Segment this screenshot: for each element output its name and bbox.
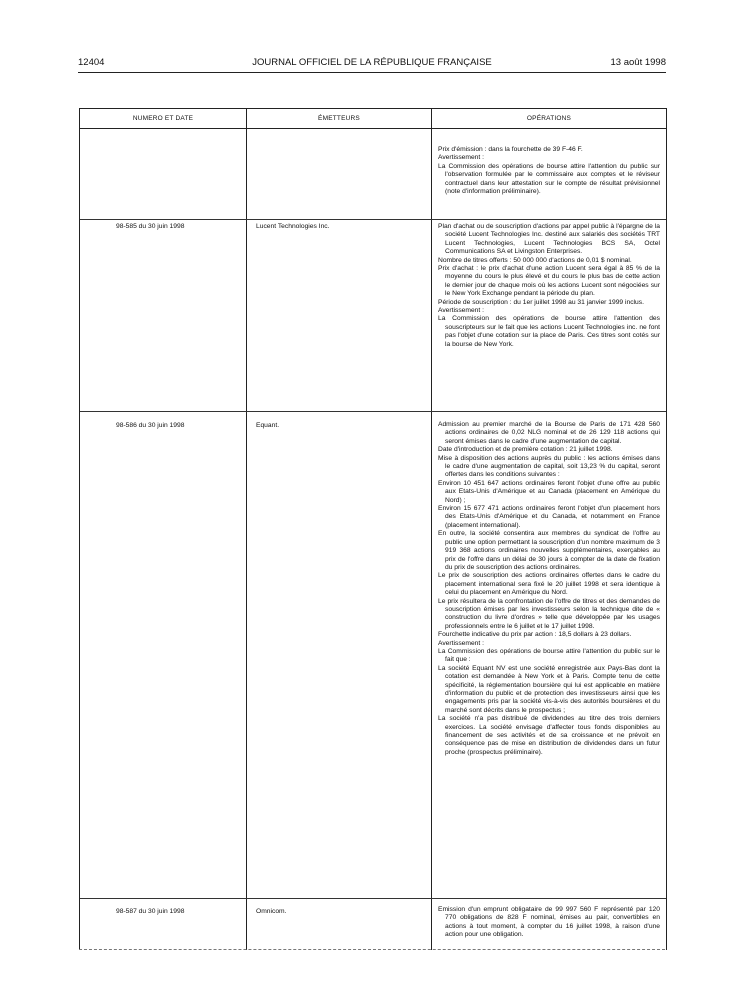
paragraph: Le prix résultera de la confrontation de l'offre de titres et des demandes de souscription émises par les investisseurs selon la technique dite de « construction du livre d'ordres » telle que développée par les usages professionnels entre le 6 juillet et le 17 juillet 1998. <box>438 597 660 630</box>
operations-table <box>79 108 667 950</box>
decision-number-date: 98-585 du 30 juin 1998 <box>116 223 185 230</box>
page-header <box>78 57 666 71</box>
row-separator <box>80 898 666 899</box>
journal-title: JOURNAL OFFICIEL DE LA RÉPUBLIQUE FRANÇAISE <box>252 57 492 68</box>
issuer-name: Lucent Technologies Inc. <box>256 223 330 230</box>
issue-date: 13 août 1998 <box>610 57 666 68</box>
paragraph: Environ 10 451 647 actions ordinaires feront l'objet d'une offre au public aux Etats-Unis d'Amérique et au Canada (placement en Amérique du Nord) ; <box>438 479 660 504</box>
paragraph: Mise à disposition des actions auprès du public : les actions émises dans le cadre d'une augmentation de capital, soit 13,23 % du capital, seront offertes dans les conditions suivantes : <box>438 454 660 479</box>
issuer-name: Omnicom. <box>256 908 287 915</box>
row-separator <box>80 411 666 412</box>
operations-cell <box>438 906 660 940</box>
paragraph: Prix d'achat : le prix d'achat d'une action Lucent sera égal à 85 % de la moyenne du cours le plus élevé et du cours le plus bas de cette action le dernier jour de chaque mois où les actions Lucent sont négociées sur le New York Exchange pendant la période du plan. <box>438 265 660 298</box>
paragraph: Date d'introduction et de première cotation : 21 juillet 1998. <box>438 446 613 454</box>
paragraph: La société Equant NV est une société enregistrée aux Pays-Bas dont la cotation est demandée à New York et à Paris. Compte tenu de cette spécificité, la réglementation boursière qui lui est applicable en matière d'information du public et de protection des investisseurs ainsi que les engagements pris par la société vis-à-vis des autorités boursières et du marché sont décrits dans le prospectus ; <box>438 664 660 714</box>
operations-cell <box>438 421 660 757</box>
paragraph: La Commission des opérations de bourse attire l'attention du public sur le fait que : <box>438 647 660 664</box>
paragraph: La société n'a pas distribué de dividendes au titre des trois derniers exercices. La société envisage d'affecter tous fonds disponibles au financement de ses activités et de sa croissance et ne prévoit en conséquence pas de mise en distribution de dividendes dans un futur proche (prospectus préliminaire). <box>438 715 660 756</box>
paragraph: Avertissement : <box>438 639 484 647</box>
column-header-operations: OPÉRATIONS <box>526 115 572 122</box>
header-rule <box>78 72 666 73</box>
decision-number-date: 98-587 du 30 juin 1998 <box>116 908 185 915</box>
paragraph: Plan d'achat ou de souscription d'actions par appel public à l'épargne de la société Lucent Technologies Inc. destiné aux salariés des sociétés TRT Lucent Technologies, Lucent Technologies BCS SA, Octel Communications SA et Livingston Enterprises. <box>438 223 660 256</box>
column-divider <box>246 109 247 950</box>
operations-cell <box>438 223 660 349</box>
issuer-name: Equant. <box>256 422 280 429</box>
paragraph: La Commission des opérations de bourse attire l'attention des souscripteurs sur le fait que les actions Lucent Technologies inc. ne font pas l'objet d'une cotation sur la place de Paris. Ces titres sont cotés sur la bourse de New York. <box>438 315 660 348</box>
header-row-rule <box>80 128 666 129</box>
paragraph: Avertissement : <box>438 154 484 162</box>
paragraph: Période de souscription : du 1er juillet 1998 au 31 janvier 1999 inclus. <box>438 298 644 306</box>
paragraph: La Commission des opérations de bourse attire l'attention du public sur l'observation formulée par le commissaire aux comptes et le réviseur contractuel dans leur attestation sur le compte de résultat prévisionnel (note d'information préliminaire). <box>438 162 660 196</box>
column-divider <box>431 109 432 950</box>
decision-number-date: 98-586 du 30 juin 1998 <box>116 422 185 429</box>
operations-cell <box>438 146 660 196</box>
paragraph: Admission au premier marché de la Bourse de Paris de 171 428 560 actions ordinaires de 0,02 NLG nominal et de 26 129 118 actions qui seront émises dans le cadre d'une augmentation de capital. <box>438 421 660 445</box>
paragraph: Emission d'un emprunt obligataire de 99 997 560 F représenté par 120 770 obligations de 828 F nominal, émises au pair, convertibles en actions à tout moment, à compter du 16 juillet 1998, à raison d'une action pour une obligation. <box>438 906 660 939</box>
paragraph: Le prix de souscription des actions ordinaires offertes dans le cadre du placement international sera fixé le 20 juillet 1998 et sera identique à celui du placement en Amérique du Nord. <box>438 572 660 597</box>
column-header-numero-date: NUMERO ET DATE <box>132 115 194 122</box>
row-separator <box>80 219 666 220</box>
paragraph: En outre, la société consentira aux membres du syndicat de l'offre au public une option permettant la souscription d'un nombre maximum de 3 919 368 actions ordinaires nouvelles supplémentaires, exerçables au prix de l'offre dans un délai de 30 jours à compter de la date de fixation du prix de souscription des actions ordinaires. <box>438 530 660 571</box>
column-header-emetteurs: ÉMETTEURS <box>318 115 360 122</box>
page-number: 12404 <box>78 57 105 68</box>
paragraph: Avertissement : <box>438 307 484 315</box>
paragraph: Environ 15 677 471 actions ordinaires feront l'objet d'un placement hors des Etats-Unis d'Amérique et du Canada, et notamment en France (placement international). <box>438 505 660 529</box>
paragraph: Prix d'émission : dans la fourchette de 39 F-46 F. <box>438 146 583 153</box>
page-bottom-rule <box>79 949 665 950</box>
paragraph: Nombre de titres offerts : 50 000 000 d'actions de 0,01 $ nominal. <box>438 256 632 264</box>
paragraph: Fourchette indicative du prix par action : 18,5 dollars à 23 dollars. <box>438 631 632 639</box>
